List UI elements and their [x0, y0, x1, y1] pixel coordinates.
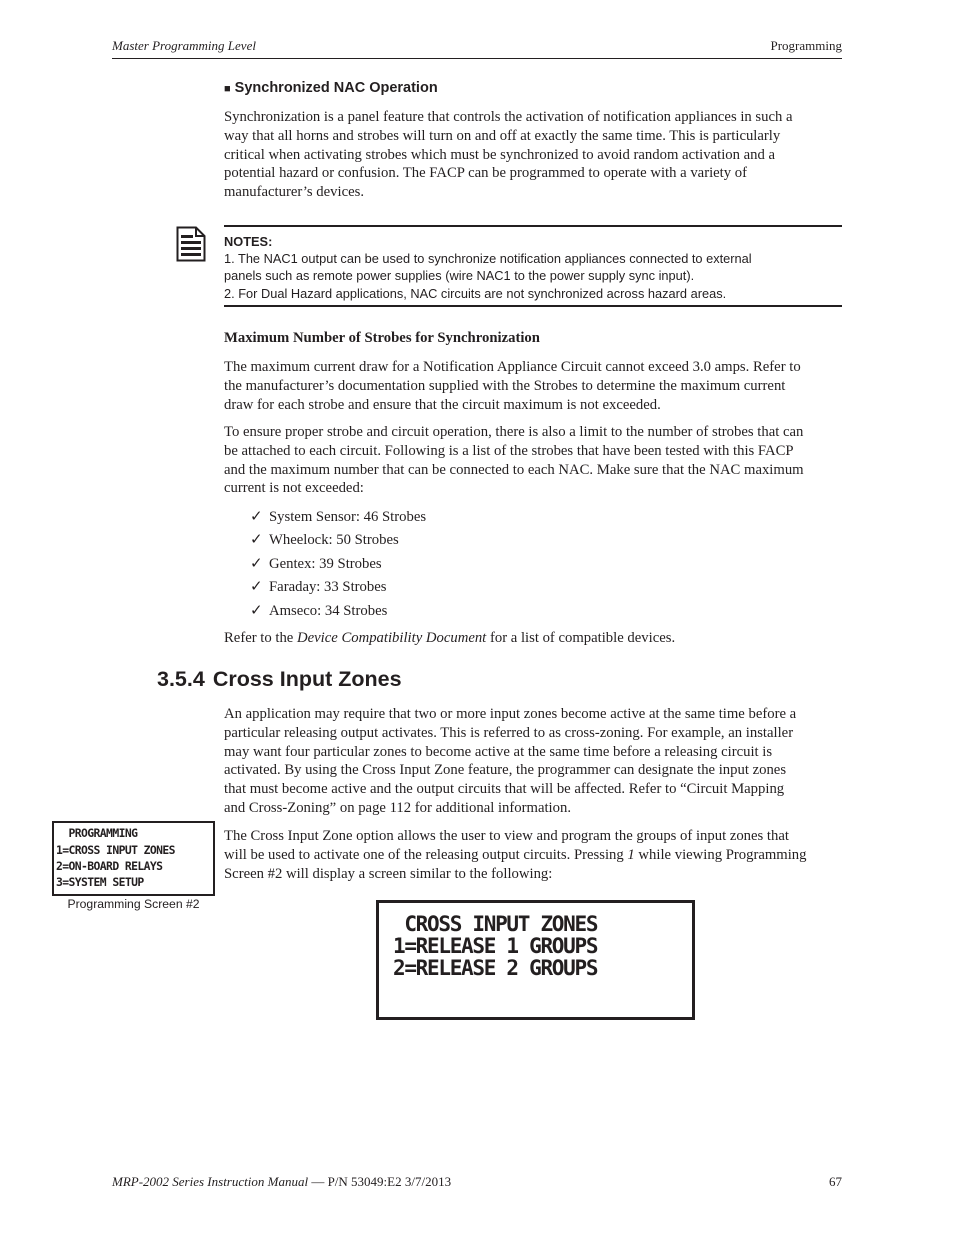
screen-caption: Programming Screen #2 — [67, 897, 200, 911]
text-line: manufacturer’s devices. — [224, 184, 365, 201]
sync-intro-paragraph — [224, 108, 842, 202]
text-line: To ensure proper strobe and circuit operation, there is also a limit to the number of strobes that can — [224, 424, 804, 440]
text-line: way that all horns and strobes will turn on and off at exactly the same time. This is particularly — [224, 127, 781, 144]
section-title — [157, 667, 402, 692]
text-line: Screen #2 will display a screen similar to the following: — [224, 865, 553, 882]
strobes-heading: Maximum Number of Strobes for Synchronization — [224, 330, 540, 346]
text-line: and the maximum number that can be connected to each NAC. Make sure that the NAC maximum — [224, 461, 804, 478]
manual-title: MRP-2002 Series Instruction Manual — [112, 1174, 309, 1189]
checkmark-icon: ✓ — [250, 600, 263, 619]
running-footer-left — [112, 1174, 451, 1190]
list-item: ✓ Gentex: 39 Strobes — [250, 553, 382, 572]
notes-top-rule — [224, 225, 842, 227]
list-item: ✓ Faraday: 33 Strobes — [250, 577, 387, 596]
lcd-line: 1=CROSS INPUT ZONES — [56, 843, 175, 857]
note-line: 1. The NAC1 output can be used to synchronize notification appliances connected to external — [224, 251, 752, 267]
document-reference: Device Compatibility Document — [297, 630, 487, 646]
subsection-heading-sync — [224, 80, 438, 96]
notes-title: NOTES: — [224, 234, 273, 249]
note-line: panels such as remote power supplies (wire NAC1 to the power supply sync input). — [224, 268, 695, 284]
notes-bottom-rule — [224, 305, 842, 307]
lcd-line: 2=RELEASE 2 GROUPS — [393, 956, 598, 980]
lcd-line: 3=SYSTEM SETUP — [56, 875, 144, 889]
text-line: The maximum current draw for a Notification Appliance Circuit cannot exceed 3.0 amps. Refer to — [224, 359, 801, 375]
text-line: activated. By using the Cross Input Zone feature, the programmer can designate the input zones — [224, 762, 787, 779]
list-item: ✓ System Sensor: 46 Strobes — [250, 507, 427, 525]
text-line: An application may require that two or more input zones become active at the same time before a — [224, 706, 797, 722]
page-number: 67 — [829, 1174, 842, 1189]
cross-paragraph-1 — [224, 705, 842, 818]
lcd-line: 2=ON-BOARD RELAYS — [56, 859, 163, 873]
strobes-paragraph-2 — [224, 423, 842, 498]
programming-screen-lcd — [52, 821, 215, 896]
notes-content — [224, 233, 842, 302]
text-line: that must become active and the output circuits that will be affected. Refer to “Circuit Mapping — [224, 781, 785, 798]
square-bullet-icon: ■ — [224, 83, 231, 95]
note-document-icon — [176, 226, 206, 262]
checkmark-icon: ✓ — [250, 577, 263, 596]
text-line: will be used to activate one of the releasing output circuits. Pressing 1 while viewing Programming — [224, 846, 807, 863]
text-line: Synchronization is a panel feature that controls the activation of notification appliances in such a — [224, 109, 793, 125]
cross-input-zones-lcd — [376, 900, 695, 1020]
refer-paragraph: Refer to the Device Compatibility Document for a list of compatible devices. — [224, 630, 676, 646]
part-number: — P/N 53049:E2 3/7/2013 — [308, 1174, 452, 1189]
section-number: 3.5.4 — [157, 667, 205, 691]
list-item: ✓ Amseco: 34 Strobes — [250, 600, 388, 619]
text-line: particular releasing output activates. This is referred to as cross-zoning. For example, an installer — [224, 724, 794, 741]
subsection-title: Synchronized NAC Operation — [234, 80, 438, 96]
lcd-line: 1=RELEASE 1 GROUPS — [393, 934, 598, 958]
text-line: and Cross-Zoning” on page 112 for additional information. — [224, 799, 571, 816]
cross-paragraph-2 — [224, 827, 842, 883]
text-line: may want four particular zones to become active at the same time before a releasing circuit is — [224, 743, 773, 760]
strobe-list — [250, 507, 426, 624]
running-header-left: Master Programming Level — [112, 38, 256, 53]
section-title-text: Cross Input Zones — [212, 667, 402, 691]
text-line: potential hazard or confusion. The FACP can be programmed to operate with a variety of — [224, 165, 748, 182]
checkmark-icon: ✓ — [250, 507, 263, 525]
text-line: critical when activating strobes which must be synchronized to avoid random activation and a — [224, 146, 776, 163]
text-line: draw for each strobe and ensure that the circuit maximum is not exceeded. — [224, 396, 661, 413]
lcd-line: CROSS INPUT ZONES — [393, 912, 598, 936]
text-line: current is not exceeded: — [224, 480, 364, 497]
checkmark-icon: ✓ — [250, 553, 263, 572]
lcd-line: PROGRAMMING — [56, 826, 138, 840]
header-rule — [112, 58, 842, 59]
strobes-paragraph-1 — [224, 358, 842, 414]
text-line: The Cross Input Zone option allows the user to view and program the groups of input zones that — [224, 828, 789, 844]
running-header-right: Programming — [770, 38, 842, 53]
text-line: the manufacturer’s documentation supplied with the Strobes to determine the maximum current — [224, 377, 786, 394]
checkmark-icon: ✓ — [250, 530, 263, 549]
list-item: ✓ Wheelock: 50 Strobes — [250, 530, 399, 549]
note-line: 2. For Dual Hazard applications, NAC circuits are not synchronized across hazard areas. — [224, 285, 727, 301]
text-line: be attached to each circuit. Following is a list of the strobes that have been tested with this FACP — [224, 442, 794, 459]
